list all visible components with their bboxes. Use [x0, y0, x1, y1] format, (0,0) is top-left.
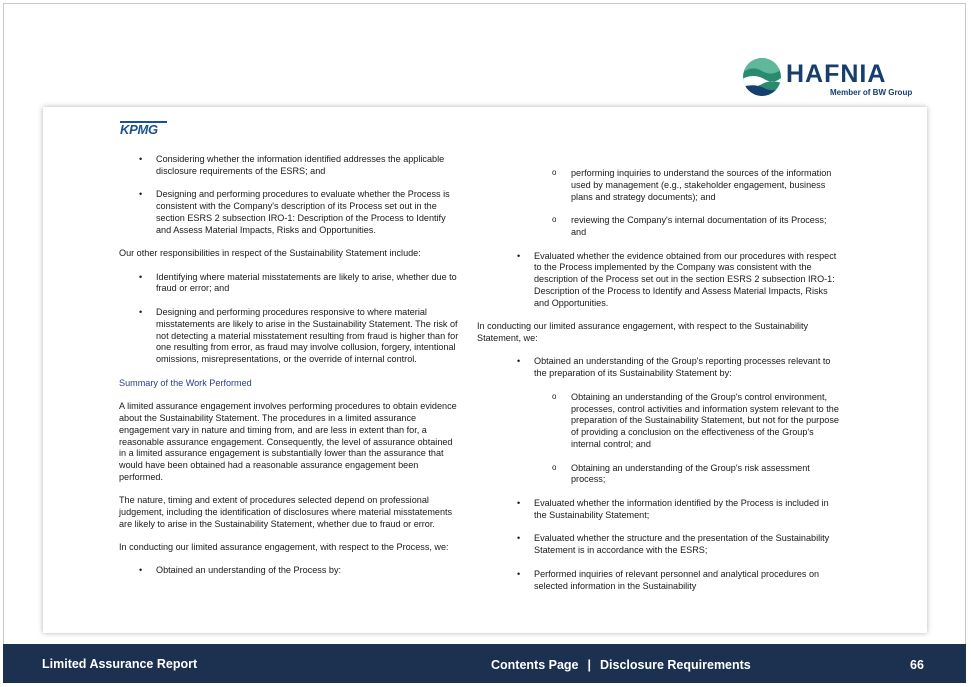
- list-item: • Considering whether the information identified addresses the applicable disclosure requirements of the ESRS; and: [119, 154, 462, 178]
- list-item: • Performed inquiries of relevant personnel and analytical procedures on selected information in the Sustainability: [497, 569, 843, 593]
- bullet-list-other: [119, 272, 462, 366]
- list-item: • Evaluated whether the evidence obtained from our procedures with respect to the Process implemented by the Company was consistent with the description of the Process set out in the section ESRS 2 subsection IRO-1: Description of the Process to Identify and Assess Material Impacts, Risks and Opportunities.: [497, 251, 843, 310]
- contents-page-link[interactable]: Contents Page: [491, 658, 579, 672]
- list-item: o performing inquiries to understand the sources of the information used by management (e.g., stakeholder engagement, business plans and strategy documents); and: [497, 168, 843, 203]
- report-title: Limited Assurance Report: [42, 657, 198, 671]
- list-item: • Evaluated whether the structure and the presentation of the Sustainability Statement is in accordance with the ESRS;: [497, 533, 843, 557]
- bullet-list-top: [119, 154, 462, 237]
- list-item: o reviewing the Company's internal documentation of its Process; and: [497, 215, 843, 239]
- paragraph: In conducting our limited assurance engagement, with respect to the Sustainability Statement, we:: [477, 321, 809, 344]
- section-heading: Summary of the Work Performed: [119, 377, 252, 388]
- hafnia-logo: [742, 57, 927, 101]
- sub-list-process: [497, 168, 843, 239]
- list-item: • Evaluated whether the information identified by the Process is included in the Sustainability Statement;: [497, 498, 843, 522]
- list-item: • Obtained an understanding of the Process by:: [119, 565, 462, 577]
- report-page: [43, 107, 927, 633]
- list-item: o Obtaining an understanding of the Group's risk assessment process;: [497, 463, 843, 487]
- page-number: 66: [910, 658, 924, 672]
- sub-list-group: [497, 392, 843, 486]
- list-item: o Obtaining an understanding of the Group's control environment, processes, control activities and information system relevant to the preparation of the Sustainability Statement, but not for the purpose of providing a conclusion on the effectiveness of the Group's internal control; and: [497, 392, 843, 451]
- paragraph: In conducting our limited assurance engagement, with respect to the Process, we:: [119, 542, 449, 553]
- hafnia-tagline: Member of BW Group: [830, 88, 913, 97]
- disclosure-requirements-link[interactable]: Disclosure Requirements: [600, 658, 751, 672]
- right-column: [477, 168, 843, 604]
- paragraph: A limited assurance engagement involves performing procedures to obtain evidence about the Sustainability Statement. The procedures in a limited assurance engagement vary in nature and timing from, and are less in extent than for, a reasonable assurance engagement. Consequently, the level of assurance obtained in a limited assurance engagement is substantially lower than the assurance that would have been obtained had a reasonable assurance engagement been performed.: [119, 401, 457, 482]
- footer-nav: [491, 658, 751, 672]
- kpmg-logo: KPMG: [120, 122, 158, 137]
- bullet-list-process: [119, 565, 462, 577]
- bullet-list-obtained: [497, 356, 843, 380]
- footer-separator: |: [587, 658, 592, 672]
- list-item: • Identifying where material misstatements are likely to arise, whether due to fraud or error; and: [119, 272, 462, 296]
- list-item: • Obtained an understanding of the Group's reporting processes relevant to the preparation of its Sustainability Statement by:: [497, 356, 843, 380]
- hafnia-globe-icon: [742, 57, 782, 97]
- list-item: • Designing and performing procedures to evaluate whether the Process is consistent with the Company's description of its Process set out in the section ESRS 2 subsection IRO-1: Description of the Process to Identify and Assess Material Impacts, Risks and Opportunities.: [119, 189, 462, 236]
- footer-bar: [3, 644, 966, 683]
- list-item: • Designing and performing procedures responsive to where material misstatements are likely to arise in the Sustainability Statement. The risk of not detecting a material misstatement resulting from fraud is higher than for one resulting from error, as fraud may involve collusion, forgery, intentional omissions, misrepresentations, or the override of internal control.: [119, 307, 462, 366]
- left-column: [119, 154, 462, 589]
- bullet-list-end: [497, 498, 843, 592]
- bullet-list-evaluated: [497, 251, 843, 310]
- intro-other-responsibilities: Our other responsibilities in respect of the Sustainability Statement include:: [119, 248, 421, 259]
- paragraph: The nature, timing and extent of procedures selected depend on professional judgement, including the identification of disclosures where material misstatements are likely to arise in the Sustainability Statement, whether due to fraud or error.: [119, 495, 453, 529]
- hafnia-wordmark: HAFNIA: [786, 60, 887, 88]
